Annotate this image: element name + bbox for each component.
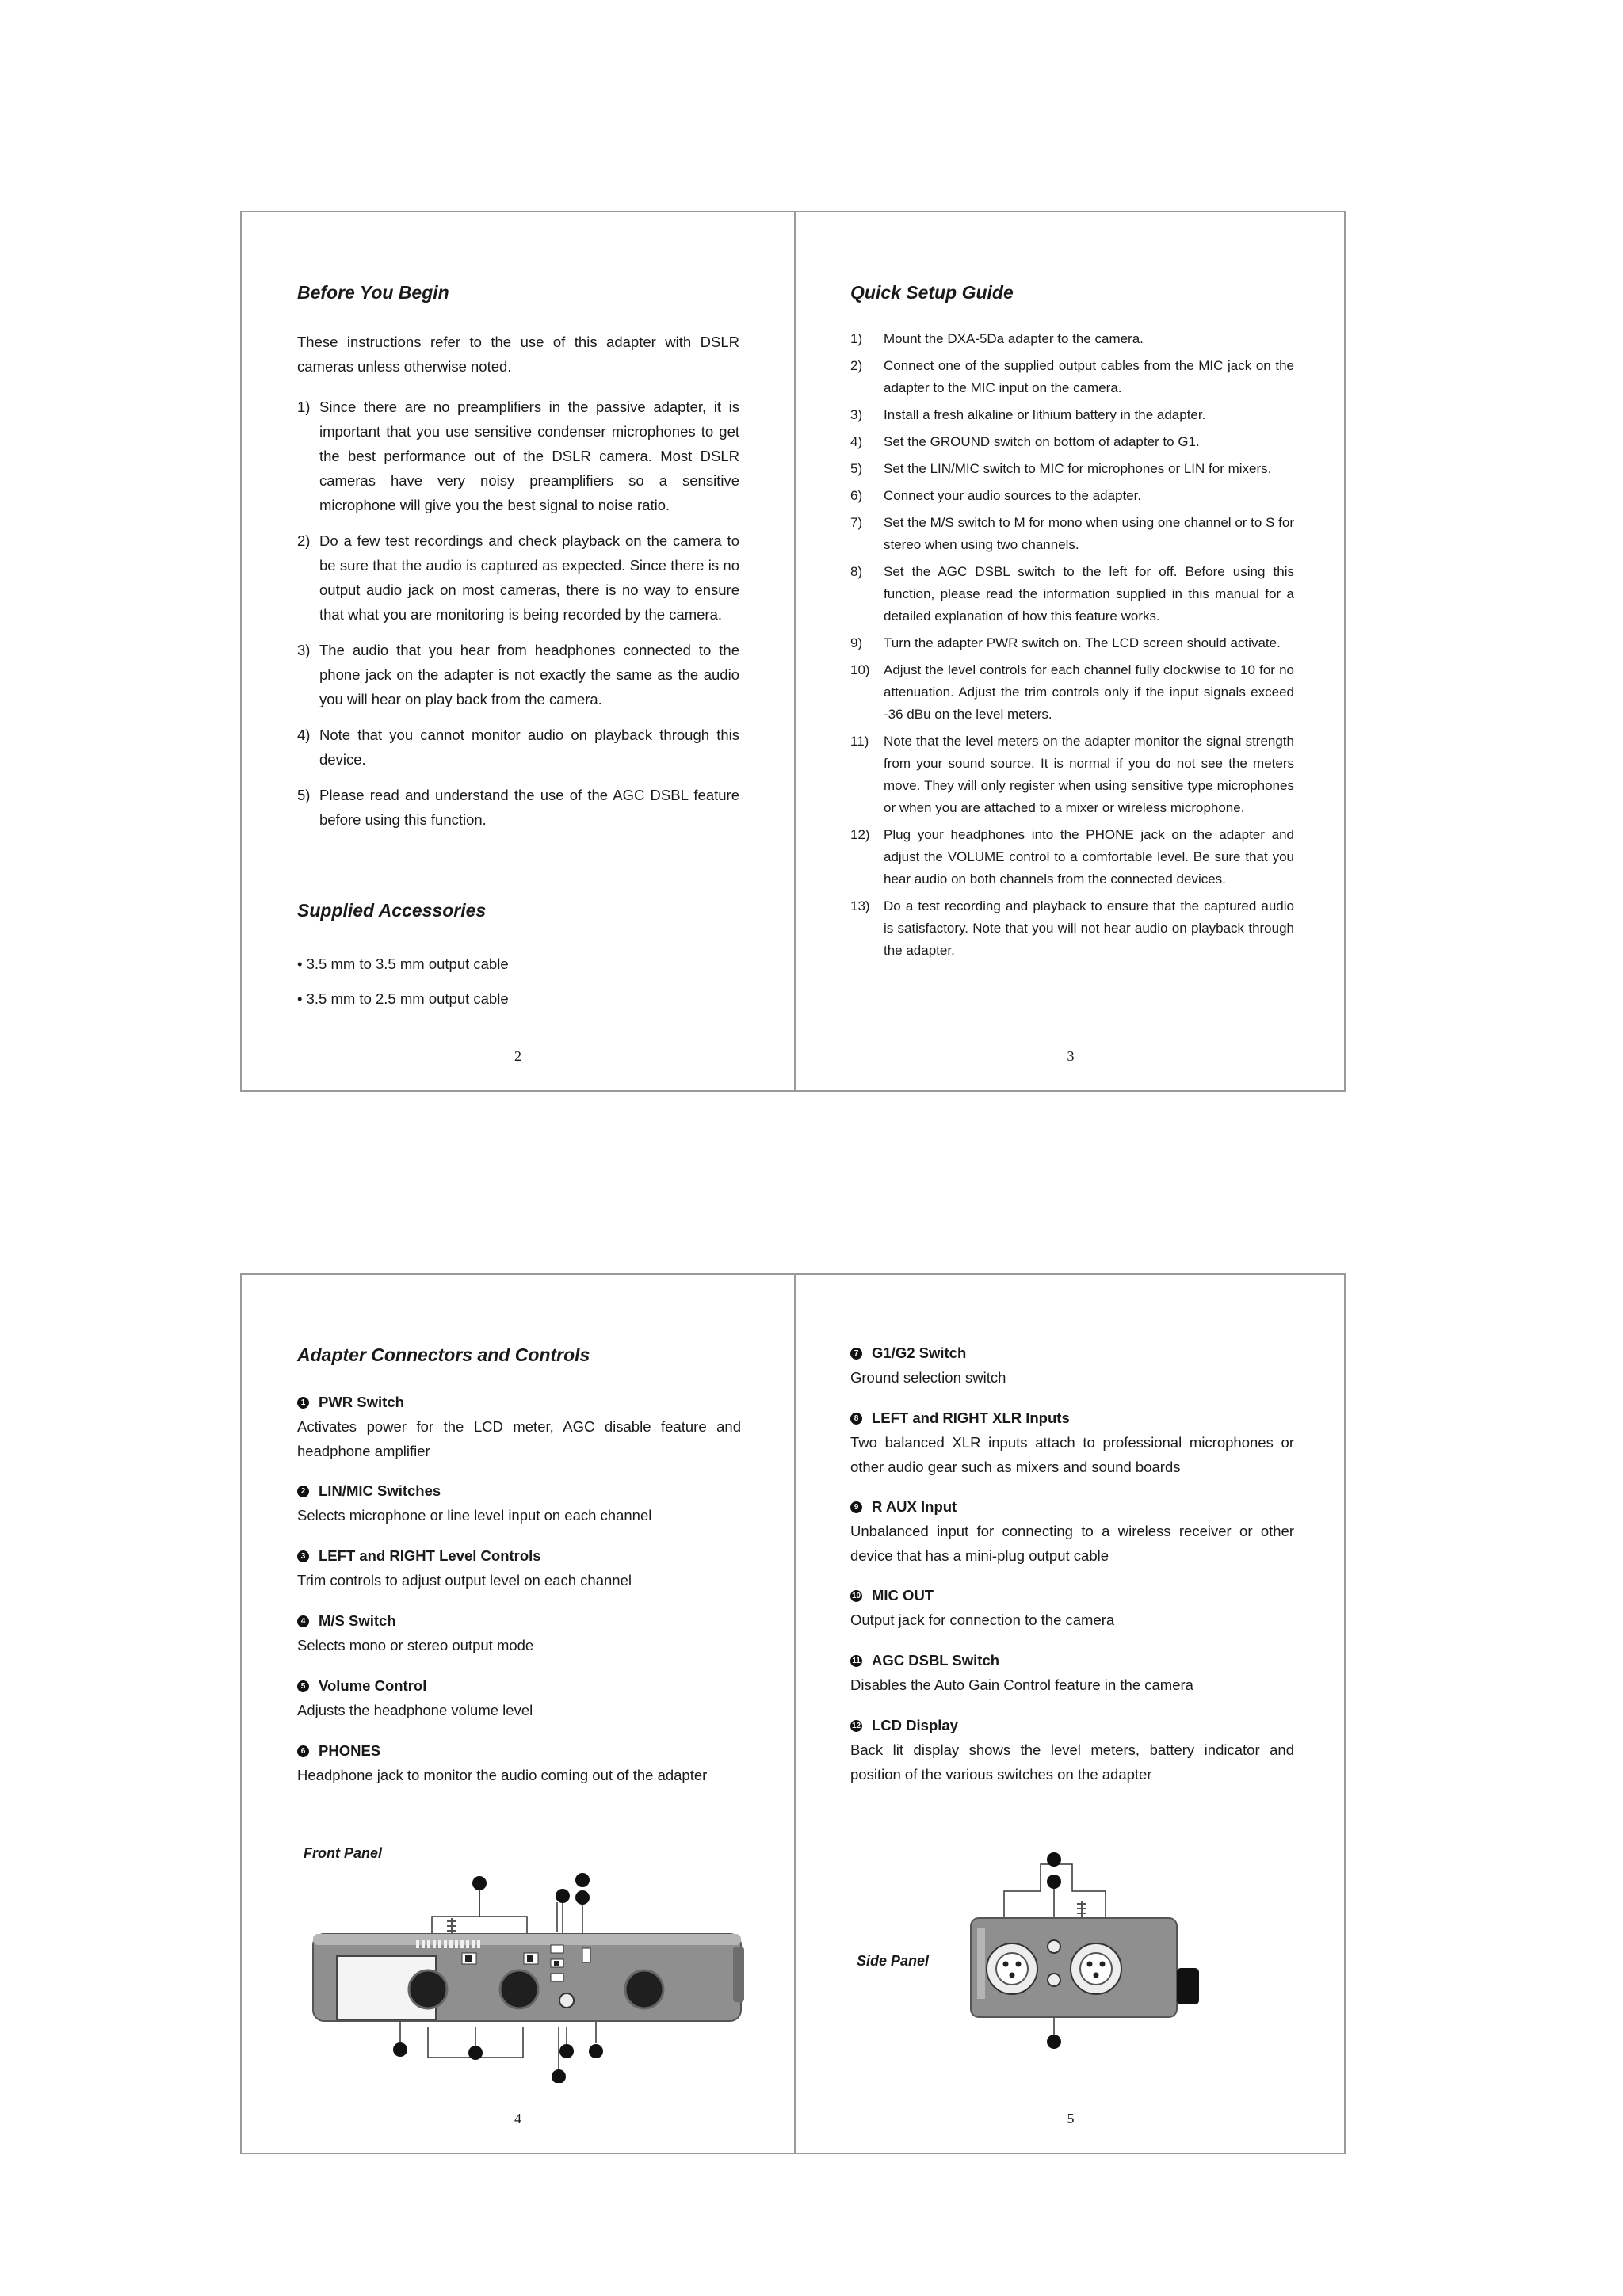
- accessory-item: • 3.5 mm to 3.5 mm output cable: [297, 955, 509, 972]
- side-panel-label: Side Panel: [857, 1953, 930, 1969]
- setup-step: 9) Turn the adapter PWR switch on. The LCD screen should activate.: [850, 635, 1281, 650]
- callout-badge: 5: [297, 1680, 309, 1692]
- callout-badge: 6: [297, 1745, 309, 1757]
- side-panel-illustration: [955, 1845, 1209, 2067]
- quick-setup-heading: Quick Setup Guide: [850, 282, 1014, 303]
- callout-badge: 1: [297, 1397, 309, 1409]
- page-divider: [794, 212, 796, 1090]
- connectors-heading: Adapter Connectors and Controls: [297, 1344, 590, 1365]
- page-number: 5: [1067, 2111, 1075, 2126]
- list-item: 4) Note that you cannot monitor audio on playback through this device.: [297, 727, 739, 768]
- front-panel-label: Front Panel: [304, 1845, 383, 1861]
- agc-dsbl-switch: [551, 1974, 563, 1981]
- list-item: 1) Since there are no preamplifiers in the passive adapter, it is important that you use sensitive condenser microphones to get the best performance out of the DSLR camera. Most DSLR cameras have very noisy preamplifiers so a sensitive microphone will give you the best signal to noise ratio.: [297, 399, 739, 513]
- right-level-knob: [500, 1970, 538, 2008]
- control-phones: 6 PHONES Headphone jack to monitor the audio coming out of the adapter: [297, 1742, 708, 1783]
- r-aux-jack: [1048, 1940, 1060, 1953]
- list-item: 5) Please read and understand the use of the AGC DSBL feature before using this function.: [297, 787, 739, 828]
- callout-badge: 4: [297, 1615, 309, 1627]
- mic-out-connector: [1177, 1968, 1199, 2004]
- page-2: [297, 212, 739, 1090]
- page-number: 3: [1067, 1048, 1075, 1064]
- callout-badge: 10: [851, 1591, 861, 1600]
- left-level-knob: [409, 1970, 447, 2008]
- mount-screw: [1077, 1901, 1086, 1918]
- volume-knob: [625, 1970, 663, 2008]
- phones-jack: [559, 1993, 574, 2008]
- setup-step: 2) Connect one of the supplied output cables from the MIC jack on the adapter to the MIC input on the camera.: [850, 358, 1294, 395]
- front-panel-illustration: [289, 1845, 749, 2083]
- control-pwr-switch: 1 PWR Switch Activates power for the LCD meter, AGC disable feature and headphone amplifier: [297, 1394, 741, 1459]
- callout-badge: 9: [850, 1501, 862, 1513]
- mount-screw: [447, 1918, 456, 1934]
- accessory-item: • 3.5 mm to 2.5 mm output cable: [297, 990, 509, 1007]
- g1-g2-switch: [582, 1948, 590, 1962]
- list-item: 3) The audio that you hear from headphones connected to the phone jack on the adapter is not exactly the same as the audio you will hear on play back from the camera.: [297, 642, 739, 707]
- before-you-begin-list: [297, 395, 739, 843]
- control-lcd-display: 12 LCD Display Back lit display shows the level meters, battery indicator and position of the various switches on the adapter: [850, 1717, 1294, 1783]
- spread-pages-4-5: [240, 1273, 1346, 2154]
- setup-step: 1) Mount the DXA-5Da adapter to the camera.: [850, 331, 1144, 346]
- callout-badge: 3: [297, 1550, 309, 1562]
- ms-switch: [551, 1945, 563, 1953]
- page-number: 4: [514, 2111, 521, 2126]
- control-lin-mic-switches: 2 LIN/MIC Switches Selects microphone or line level input on each channel: [297, 1482, 652, 1524]
- page-number: 2: [514, 1048, 521, 1064]
- mic-out-jack: [1048, 1974, 1060, 1986]
- setup-step: 13) Do a test recording and playback to ensure that the captured audio is satisfactory. Note that you will not hear audio on playback through the adapter.: [850, 898, 1294, 958]
- control-agc-dsbl-switch: 11 AGC DSBL Switch Disables the Auto Gain Control feature in the camera: [850, 1652, 1193, 1693]
- control-r-aux-input: 9 R AUX Input Unbalanced input for connecting to a wireless receiver or other device that has a mini-plug output cable: [850, 1498, 1294, 1564]
- supplied-accessories-heading: Supplied Accessories: [297, 900, 487, 921]
- page-divider: [794, 1275, 796, 2153]
- callout-badge: 11: [850, 1655, 862, 1667]
- control-volume: 5 Volume Control Adjusts the headphone volume level: [297, 1677, 533, 1718]
- callout-badge: 2: [297, 1486, 309, 1497]
- setup-step: 4) Set the GROUND switch on bottom of adapter to G1.: [850, 434, 1200, 449]
- page-3: [850, 212, 1294, 1090]
- setup-step: 8) Set the AGC DSBL switch to the left for off. Before using this function, please read the information supplied in this manual for a detailed explanation of how this feature works.: [850, 564, 1294, 624]
- control-g1-g2-switch: 7 G1/G2 Switch Ground selection switch: [850, 1344, 1006, 1386]
- control-xlr-inputs: 8 LEFT and RIGHT XLR Inputs Two balanced XLR inputs attach to professional microphones or other audio gear such as mixers and sound boards: [850, 1409, 1294, 1475]
- control-level-controls: 3 LEFT and RIGHT Level Controls Trim controls to adjust output level on each channel: [297, 1547, 632, 1589]
- spread-pages-2-3: [240, 211, 1346, 1092]
- callout-badge: 8: [850, 1413, 862, 1425]
- quick-setup-list: [850, 328, 1294, 967]
- setup-step: 5) Set the LIN/MIC switch to MIC for microphones or LIN for mixers.: [850, 461, 1272, 476]
- control-ms-switch: 4 M/S Switch Selects mono or stereo output mode: [297, 1612, 534, 1653]
- before-you-begin-heading: Before You Begin: [297, 282, 449, 303]
- setup-step: 6) Connect your audio sources to the adapter.: [850, 488, 1142, 503]
- intro-paragraph: These instructions refer to the use of this adapter with DSLR cameras unless otherwise noted.: [297, 334, 739, 375]
- callout-badge: 7: [850, 1348, 862, 1360]
- setup-step: 3) Install a fresh alkaline or lithium battery in the adapter.: [850, 407, 1206, 422]
- setup-step: 12) Plug your headphones into the PHONE jack on the adapter and adjust the VOLUME control to a comfortable level. Be sure that you hear audio on both channels from the connected devices.: [850, 827, 1294, 887]
- setup-step: 10) Adjust the level controls for each channel fully clockwise to 10 for no attenuation. Adjust the trim controls only if the input signals exceed -36 dBu on the level meters.: [850, 662, 1294, 722]
- control-mic-out: 10 MIC OUT Output jack for connection to the camera: [850, 1587, 1115, 1628]
- setup-step: 11) Note that the level meters on the adapter monitor the signal strength from your sound source. It is normal if you do not see the meters move. They will only register when using sensitive type microphones or when you are attached to a mixer or wireless microphone.: [850, 734, 1294, 815]
- list-item: 2) Do a few test recordings and check playback on the camera to be sure that the audio is captured as expected. Since there is no output audio jack on most cameras, there is no way to ensure that what you are monitoring is being recorded by the camera.: [297, 532, 739, 623]
- setup-step: 7) Set the M/S switch to M for mono when using one channel or to S for stereo when using two channels.: [850, 515, 1294, 552]
- callout-badge: 12: [851, 1721, 861, 1730]
